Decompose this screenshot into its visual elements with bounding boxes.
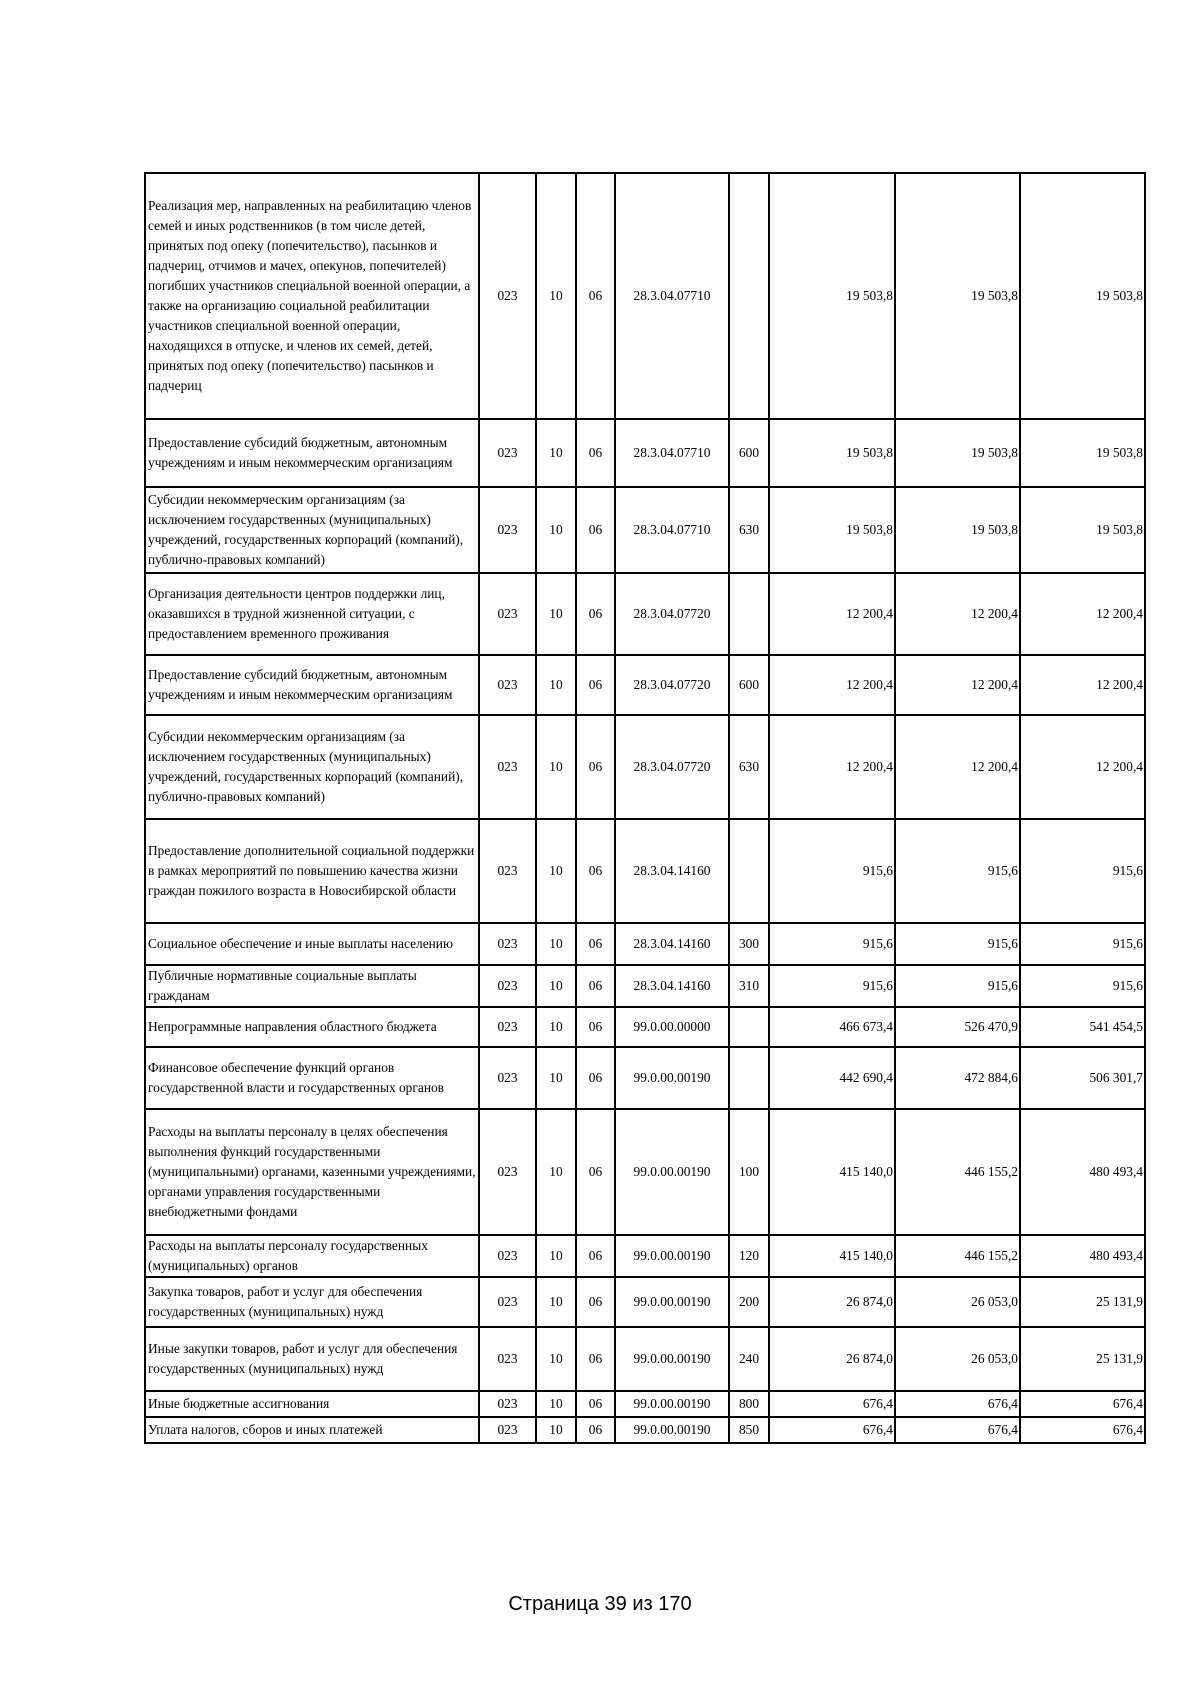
row-name-cell: Субсидии некоммерческим организациям (за исключением государственных (муниципальных) учреждений, государственных корпораций (компаний), публично-правовых компаний): [145, 487, 479, 573]
subsection-code-cell: 06: [576, 1235, 615, 1277]
amount-year3-cell: 480 493,4: [1020, 1109, 1145, 1235]
subsection-code-cell: 06: [576, 1277, 615, 1327]
section-code-cell: 10: [536, 573, 576, 655]
section-code-cell: 10: [536, 1007, 576, 1047]
amount-year1-cell: 415 140,0: [769, 1109, 895, 1235]
gr-code-cell: 023: [479, 1007, 536, 1047]
section-code-cell: 10: [536, 1235, 576, 1277]
amount-year3-cell: 915,6: [1020, 965, 1145, 1007]
row-name-cell: Предоставление субсидий бюджетным, автономным учреждениям и иным некоммерческим организациям: [145, 419, 479, 487]
table-row: [145, 965, 1145, 1007]
amount-year3-cell: 676,4: [1020, 1417, 1145, 1443]
subsection-code-cell: 06: [576, 923, 615, 965]
expense-type-cell: 630: [729, 487, 769, 573]
section-code-cell: 10: [536, 655, 576, 715]
amount-year2-cell: 472 884,6: [895, 1047, 1020, 1109]
section-code-cell: 10: [536, 173, 576, 419]
table-row: [145, 1391, 1145, 1417]
target-article-cell: 99.0.00.00190: [615, 1235, 729, 1277]
expense-type-cell: [729, 1047, 769, 1109]
amount-year1-cell: 915,6: [769, 965, 895, 1007]
amount-year1-cell: 19 503,8: [769, 419, 895, 487]
subsection-code-cell: 06: [576, 1109, 615, 1235]
gr-code-cell: 023: [479, 655, 536, 715]
expense-type-cell: [729, 173, 769, 419]
amount-year2-cell: 676,4: [895, 1391, 1020, 1417]
section-code-cell: 10: [536, 419, 576, 487]
table-row: [145, 173, 1145, 419]
subsection-code-cell: 06: [576, 655, 615, 715]
subsection-code-cell: 06: [576, 1391, 615, 1417]
amount-year1-cell: 19 503,8: [769, 487, 895, 573]
table-row: [145, 487, 1145, 573]
row-name-cell: Субсидии некоммерческим организациям (за исключением государственных (муниципальных) учреждений, государственных корпораций (компаний), публично-правовых компаний): [145, 715, 479, 819]
gr-code-cell: 023: [479, 1235, 536, 1277]
subsection-code-cell: 06: [576, 419, 615, 487]
table-body: [145, 173, 1145, 1443]
amount-year3-cell: 12 200,4: [1020, 655, 1145, 715]
gr-code-cell: 023: [479, 487, 536, 573]
table-row: [145, 715, 1145, 819]
section-code-cell: 10: [536, 487, 576, 573]
amount-year2-cell: 12 200,4: [895, 715, 1020, 819]
target-article-cell: 99.0.00.00190: [615, 1417, 729, 1443]
row-name-cell: Иные закупки товаров, работ и услуг для обеспечения государственных (муниципальных) нужд: [145, 1327, 479, 1391]
amount-year2-cell: 676,4: [895, 1417, 1020, 1443]
amount-year1-cell: 676,4: [769, 1417, 895, 1443]
gr-code-cell: 023: [479, 923, 536, 965]
expense-type-cell: 240: [729, 1327, 769, 1391]
gr-code-cell: 023: [479, 1047, 536, 1109]
expense-type-cell: 120: [729, 1235, 769, 1277]
target-article-cell: 28.3.04.07720: [615, 573, 729, 655]
row-name-cell: Непрограммные направления областного бюджета: [145, 1007, 479, 1047]
amount-year2-cell: 19 503,8: [895, 173, 1020, 419]
subsection-code-cell: 06: [576, 1327, 615, 1391]
amount-year3-cell: 480 493,4: [1020, 1235, 1145, 1277]
amount-year1-cell: 442 690,4: [769, 1047, 895, 1109]
row-name-cell: Реализация мер, направленных на реабилитацию членов семей и иных родственников (в том числе детей, принятых под опеку (попечительство), пасынков и падчериц, отчимов и мачех, опекунов, попечителей) погибших участников специальной военной операции, а также на организацию социальной реабилитации участников специальной военной операции, находящихся в отпуске, и членов их семей, детей, принятых под опеку (попечительство) пасынков и падчериц: [145, 173, 479, 419]
table-row: [145, 573, 1145, 655]
target-article-cell: 28.3.04.07720: [615, 715, 729, 819]
target-article-cell: 99.0.00.00190: [615, 1109, 729, 1235]
amount-year2-cell: 446 155,2: [895, 1109, 1020, 1235]
row-name-cell: Закупка товаров, работ и услуг для обеспечения государственных (муниципальных) нужд: [145, 1277, 479, 1327]
subsection-code-cell: 06: [576, 819, 615, 923]
section-code-cell: 10: [536, 1391, 576, 1417]
amount-year1-cell: 676,4: [769, 1391, 895, 1417]
amount-year2-cell: 26 053,0: [895, 1277, 1020, 1327]
amount-year3-cell: 541 454,5: [1020, 1007, 1145, 1047]
amount-year1-cell: 915,6: [769, 819, 895, 923]
row-name-cell: Расходы на выплаты персоналу государственных (муниципальных) органов: [145, 1235, 479, 1277]
amount-year1-cell: 26 874,0: [769, 1327, 895, 1391]
expense-type-cell: 600: [729, 419, 769, 487]
budget-table: [144, 172, 1146, 1444]
gr-code-cell: 023: [479, 1277, 536, 1327]
amount-year2-cell: 19 503,8: [895, 487, 1020, 573]
subsection-code-cell: 06: [576, 715, 615, 819]
gr-code-cell: 023: [479, 1109, 536, 1235]
subsection-code-cell: 06: [576, 1007, 615, 1047]
amount-year1-cell: 12 200,4: [769, 715, 895, 819]
gr-code-cell: 023: [479, 419, 536, 487]
amount-year1-cell: 19 503,8: [769, 173, 895, 419]
section-code-cell: 10: [536, 1417, 576, 1443]
amount-year2-cell: 12 200,4: [895, 655, 1020, 715]
expense-type-cell: 310: [729, 965, 769, 1007]
target-article-cell: 99.0.00.00190: [615, 1047, 729, 1109]
table-row: [145, 1109, 1145, 1235]
amount-year2-cell: 446 155,2: [895, 1235, 1020, 1277]
target-article-cell: 99.0.00.00190: [615, 1391, 729, 1417]
section-code-cell: 10: [536, 1047, 576, 1109]
target-article-cell: 28.3.04.14160: [615, 965, 729, 1007]
amount-year3-cell: 12 200,4: [1020, 715, 1145, 819]
target-article-cell: 28.3.04.07710: [615, 173, 729, 419]
section-code-cell: 10: [536, 1327, 576, 1391]
expense-type-cell: 200: [729, 1277, 769, 1327]
row-name-cell: Иные бюджетные ассигнования: [145, 1391, 479, 1417]
target-article-cell: 28.3.04.07720: [615, 655, 729, 715]
amount-year3-cell: 19 503,8: [1020, 487, 1145, 573]
amount-year3-cell: 915,6: [1020, 923, 1145, 965]
table-row: [145, 1327, 1145, 1391]
table-row: [145, 819, 1145, 923]
amount-year1-cell: 915,6: [769, 923, 895, 965]
amount-year1-cell: 466 673,4: [769, 1007, 895, 1047]
amount-year3-cell: 915,6: [1020, 819, 1145, 923]
gr-code-cell: 023: [479, 819, 536, 923]
expense-type-cell: 800: [729, 1391, 769, 1417]
gr-code-cell: 023: [479, 965, 536, 1007]
section-code-cell: 10: [536, 819, 576, 923]
target-article-cell: 99.0.00.00190: [615, 1327, 729, 1391]
amount-year2-cell: 526 470,9: [895, 1007, 1020, 1047]
target-article-cell: 99.0.00.00000: [615, 1007, 729, 1047]
target-article-cell: 99.0.00.00190: [615, 1277, 729, 1327]
expense-type-cell: 100: [729, 1109, 769, 1235]
table-row: [145, 1047, 1145, 1109]
gr-code-cell: 023: [479, 1327, 536, 1391]
amount-year1-cell: 415 140,0: [769, 1235, 895, 1277]
section-code-cell: 10: [536, 1277, 576, 1327]
amount-year1-cell: 26 874,0: [769, 1277, 895, 1327]
amount-year3-cell: 506 301,7: [1020, 1047, 1145, 1109]
table-row: [145, 1277, 1145, 1327]
gr-code-cell: 023: [479, 1417, 536, 1443]
subsection-code-cell: 06: [576, 573, 615, 655]
amount-year2-cell: 915,6: [895, 923, 1020, 965]
expense-type-cell: 850: [729, 1417, 769, 1443]
gr-code-cell: 023: [479, 715, 536, 819]
target-article-cell: 28.3.04.07710: [615, 419, 729, 487]
subsection-code-cell: 06: [576, 173, 615, 419]
table-row: [145, 1235, 1145, 1277]
page-number: Страница 39 из 170: [508, 1593, 692, 1615]
subsection-code-cell: 06: [576, 1417, 615, 1443]
amount-year2-cell: 26 053,0: [895, 1327, 1020, 1391]
subsection-code-cell: 06: [576, 487, 615, 573]
row-name-cell: Организация деятельности центров поддержки лиц, оказавшихся в трудной жизненной ситуации, с предоставлением временного проживания: [145, 573, 479, 655]
gr-code-cell: 023: [479, 1391, 536, 1417]
expense-type-cell: 630: [729, 715, 769, 819]
amount-year3-cell: 12 200,4: [1020, 573, 1145, 655]
row-name-cell: Предоставление дополнительной социальной поддержки в рамках мероприятий по повышению качества жизни граждан пожилого возраста в Новосибирской области: [145, 819, 479, 923]
amount-year2-cell: 19 503,8: [895, 419, 1020, 487]
target-article-cell: 28.3.04.14160: [615, 819, 729, 923]
amount-year1-cell: 12 200,4: [769, 573, 895, 655]
table-row: [145, 419, 1145, 487]
amount-year2-cell: 915,6: [895, 965, 1020, 1007]
table-row: [145, 1007, 1145, 1047]
expense-type-cell: [729, 1007, 769, 1047]
table-row: [145, 655, 1145, 715]
table-row: [145, 1417, 1145, 1443]
section-code-cell: 10: [536, 1109, 576, 1235]
target-article-cell: 28.3.04.07710: [615, 487, 729, 573]
expense-type-cell: [729, 573, 769, 655]
subsection-code-cell: 06: [576, 965, 615, 1007]
expense-type-cell: 300: [729, 923, 769, 965]
row-name-cell: Финансовое обеспечение функций органов государственной власти и государственных органов: [145, 1047, 479, 1109]
amount-year3-cell: 25 131,9: [1020, 1277, 1145, 1327]
subsection-code-cell: 06: [576, 1047, 615, 1109]
row-name-cell: Расходы на выплаты персоналу в целях обеспечения выполнения функций государственными (муниципальными) органами, казенными учреждениями, органами управления государственными внебюджетными фондами: [145, 1109, 479, 1235]
amount-year2-cell: 12 200,4: [895, 573, 1020, 655]
target-article-cell: 28.3.04.14160: [615, 923, 729, 965]
amount-year3-cell: 19 503,8: [1020, 419, 1145, 487]
amount-year2-cell: 915,6: [895, 819, 1020, 923]
section-code-cell: 10: [536, 715, 576, 819]
amount-year3-cell: 19 503,8: [1020, 173, 1145, 419]
section-code-cell: 10: [536, 923, 576, 965]
row-name-cell: Уплата налогов, сборов и иных платежей: [145, 1417, 479, 1443]
row-name-cell: Социальное обеспечение и иные выплаты населению: [145, 923, 479, 965]
gr-code-cell: 023: [479, 173, 536, 419]
amount-year3-cell: 25 131,9: [1020, 1327, 1145, 1391]
amount-year1-cell: 12 200,4: [769, 655, 895, 715]
amount-year3-cell: 676,4: [1020, 1391, 1145, 1417]
expense-type-cell: [729, 819, 769, 923]
row-name-cell: Публичные нормативные социальные выплаты гражданам: [145, 965, 479, 1007]
expense-type-cell: 600: [729, 655, 769, 715]
gr-code-cell: 023: [479, 573, 536, 655]
section-code-cell: 10: [536, 965, 576, 1007]
row-name-cell: Предоставление субсидий бюджетным, автономным учреждениям и иным некоммерческим организациям: [145, 655, 479, 715]
table-row: [145, 923, 1145, 965]
